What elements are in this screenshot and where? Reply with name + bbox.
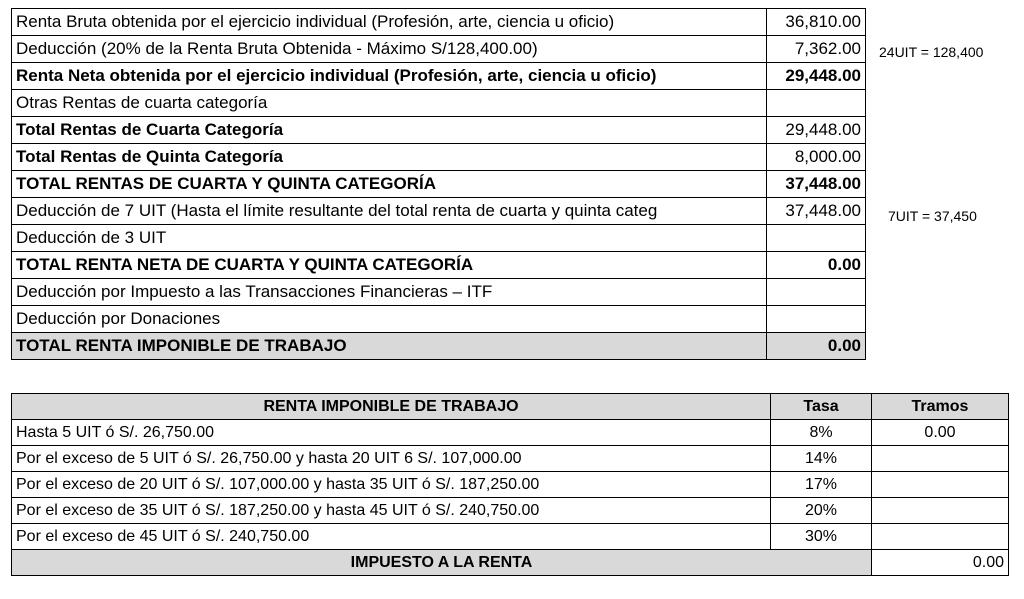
row-label: Deducción de 3 UIT xyxy=(12,225,767,252)
row-value[interactable]: 37,448.00 xyxy=(767,198,866,225)
bracket-rate[interactable]: 20% xyxy=(771,498,872,524)
row-value[interactable]: 37,448.00 xyxy=(767,171,866,198)
row-value[interactable] xyxy=(767,90,866,117)
header-tramos: Tramos xyxy=(872,394,1009,420)
row-label: TOTAL RENTAS DE CUARTA Y QUINTA CATEGORÍA xyxy=(12,171,767,198)
table-row xyxy=(12,279,866,306)
table-row xyxy=(12,90,866,117)
row-label: Renta Bruta obtenida por el ejercicio individual (Profesión, arte, ciencia u oficio) xyxy=(12,9,767,36)
bracket-label: Por el exceso de 35 UIT ó S/. 187,250.00 y hasta 45 UIT ó S/. 240,750.00 xyxy=(12,498,771,524)
bracket-tramos[interactable] xyxy=(872,472,1009,498)
table-header-row xyxy=(12,394,1009,420)
table-row xyxy=(12,171,866,198)
row-value[interactable]: 7,362.00 xyxy=(767,36,866,63)
table-row xyxy=(12,472,1009,498)
bracket-label: Por el exceso de 20 UIT ó S/. 107,000.00 y hasta 35 UIT ó S/. 187,250.00 xyxy=(12,472,771,498)
bracket-label: Hasta 5 UIT ó S/. 26,750.00 xyxy=(12,420,771,446)
row-label: TOTAL RENTA NETA DE CUARTA Y QUINTA CATEGORÍA xyxy=(12,252,767,279)
row-value[interactable]: 8,000.00 xyxy=(767,144,866,171)
table-total-row xyxy=(12,550,1009,576)
header-rate: Tasa xyxy=(771,394,872,420)
table-row xyxy=(12,225,866,252)
table-row xyxy=(12,446,1009,472)
bracket-tramos[interactable] xyxy=(872,524,1009,550)
row-label: TOTAL RENTA IMPONIBLE DE TRABAJO xyxy=(12,333,767,360)
income-summary-table xyxy=(11,8,866,360)
bracket-label: Por el exceso de 5 UIT ó S/. 26,750.00 y hasta 20 UIT 6 S/. 107,000.00 xyxy=(12,446,771,472)
total-value[interactable]: 0.00 xyxy=(872,550,1009,576)
row-label: Deducción de 7 UIT (Hasta el límite resultante del total renta de cuarta y quinta categ xyxy=(12,198,767,225)
table-row xyxy=(12,144,866,171)
row-value[interactable] xyxy=(767,225,866,252)
table-row xyxy=(12,333,866,360)
row-value[interactable]: 0.00 xyxy=(767,252,866,279)
uit7-note: 7UIT = 37,450 xyxy=(888,208,977,224)
row-value[interactable]: 29,448.00 xyxy=(767,117,866,144)
table-row xyxy=(12,306,866,333)
table-row xyxy=(12,252,866,279)
tax-brackets-table xyxy=(11,393,1009,576)
bracket-tramos[interactable]: 0.00 xyxy=(872,420,1009,446)
bracket-tramos[interactable] xyxy=(872,446,1009,472)
bracket-rate[interactable]: 14% xyxy=(771,446,872,472)
table-row xyxy=(12,498,1009,524)
table-row xyxy=(12,9,866,36)
table-row xyxy=(12,63,866,90)
header-label: RENTA IMPONIBLE DE TRABAJO xyxy=(12,394,771,420)
row-label: Deducción (20% de la Renta Bruta Obtenida - Máximo S/128,400.00) xyxy=(12,36,767,63)
table-row xyxy=(12,524,1009,550)
table-row xyxy=(12,420,1009,446)
row-label: Total Rentas de Quinta Categoría xyxy=(12,144,767,171)
uit24-note: 24UIT = 128,400 xyxy=(879,44,984,60)
row-value[interactable]: 29,448.00 xyxy=(767,63,866,90)
row-value[interactable]: 0.00 xyxy=(767,333,866,360)
row-label: Renta Neta obtenida por el ejercicio individual (Profesión, arte, ciencia u oficio) xyxy=(12,63,767,90)
row-label: Deducción por Donaciones xyxy=(12,306,767,333)
bracket-rate[interactable]: 17% xyxy=(771,472,872,498)
table-row xyxy=(12,117,866,144)
row-label: Otras Rentas de cuarta categoría xyxy=(12,90,767,117)
row-value[interactable] xyxy=(767,279,866,306)
row-label: Deducción por Impuesto a las Transacciones Financieras – ITF xyxy=(12,279,767,306)
bracket-tramos[interactable] xyxy=(872,498,1009,524)
bracket-rate[interactable]: 8% xyxy=(771,420,872,446)
table-row xyxy=(12,36,866,63)
table-row xyxy=(12,198,866,225)
row-label: Total Rentas de Cuarta Categoría xyxy=(12,117,767,144)
bracket-label: Por el exceso de 45 UIT ó S/. 240,750.00 xyxy=(12,524,771,550)
bracket-rate[interactable]: 30% xyxy=(771,524,872,550)
row-value[interactable] xyxy=(767,306,866,333)
row-value[interactable]: 36,810.00 xyxy=(767,9,866,36)
total-label: IMPUESTO A LA RENTA xyxy=(12,550,872,576)
